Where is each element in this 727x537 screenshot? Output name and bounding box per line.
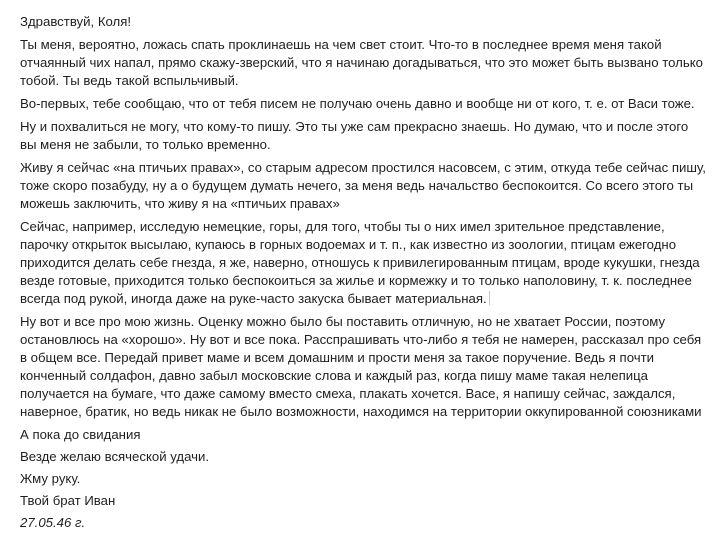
- closing-line-1: А пока до свидания: [20, 427, 141, 442]
- letter-paragraph-5-text: Сейчас, например, исследую немецкие, горы, для того, чтобы ты о них имел зрительное представление, парочку открыток высылаю, купаюсь в горных водоемах и т. п., как известно из зоологии, птицам ежегодно приходится делать себе гнезда, я же, наверно, отношусь к привилегированным птицам, вроде кукушки, гнезда везде готовые, приходится только беспокоиться за жилье и кормежку и то только наполовину, т. к. последнее всегда под рукой, иногда даже на руке-часто закуска бывает материальная.: [20, 219, 700, 306]
- letter-paragraph-5: [20, 218, 720, 308]
- letter-paragraph-1: Ты меня, вероятно, ложась спать проклинаешь на чем свет стоит. Что-то в последнее время меня такой отчаянный чих напал, прямо скажу-зверский, что я начинаю догадываться, что это может быть вызвано только тобой. Ты ведь такой вспыльчивый.: [20, 37, 703, 88]
- letter-paragraph-2: Во-первых, тебе сообщаю, что от тебя писем не получаю очень давно и вообще ни от кого, т. е. от Васи тоже.: [20, 96, 695, 111]
- closing-line-2: Везде желаю всяческой удачи.: [20, 449, 210, 464]
- closing-line-3: Жму руку.: [20, 471, 81, 486]
- letter-paragraph-6: Ну вот и все про мою жизнь. Оценку можно было бы поставить отличную, но не хватает России, поэтому остановлюсь на «хорошо». Ну вот и все пока. Расспрашивать что-либо я тебя не намерен, рассказал про себя в общем все. Передай привет маме и всем домашним и прости меня за такое поручение. Ведь я почти конченный солдафон, давно забыл московские слова и каждый раз, когда пишу маме такая нелепица получается на бумаге, что даже самому вместо смеха, плакать хочется. Васе, я напишу сейчас, заждался, наверное, братик, но ведь никак не было возможности, находимся на территории оккупированной союзниками: [20, 314, 702, 419]
- letter-paragraph-3: Ну и похвалиться не могу, что кому-то пишу. Это ты уже сам прекрасно знаешь. Но думаю, что и после этого вы меня не забыли, то только временно.: [20, 119, 689, 152]
- letter-body: [20, 13, 720, 537]
- text-cursor-mark: [489, 291, 490, 305]
- letter-paragraph-4: Живу я сейчас «на птичьих правах», со старым адресом простился насовсем, с этим, откуда тебе сейчас пишу, тоже скоро позабуду, ну а о будущем думать нечего, за меня ведь начальство беспокоится. Со всего этого ты можешь заключить, что живу я на «птичьих правах»: [20, 160, 706, 211]
- letter-date: 27.05.46 г.: [20, 515, 86, 530]
- letter-greeting: Здравствуй, Коля!: [20, 14, 132, 29]
- signature-line: Твой брат Иван: [20, 493, 116, 508]
